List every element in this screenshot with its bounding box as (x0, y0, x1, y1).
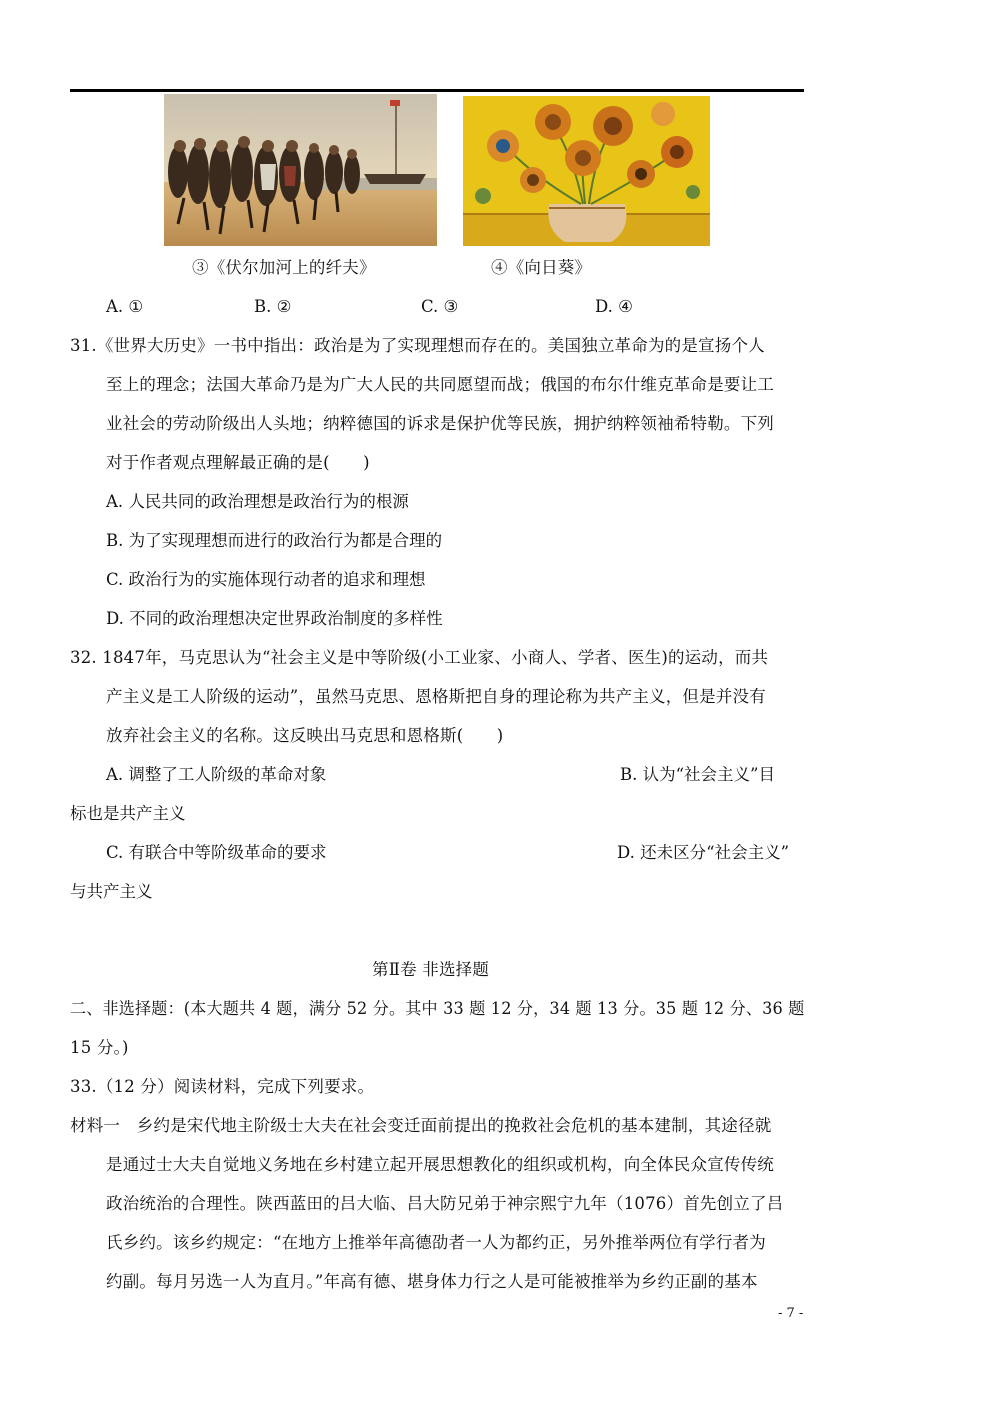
page-number: - 7 - (778, 1306, 804, 1321)
q32-stem-line-3: 放弃社会主义的名称。这反映出马克思和恩格斯( ) (106, 726, 504, 745)
q32-option-d[interactable]: D. 还未区分“社会主义” (617, 843, 790, 862)
q33-material-line-4: 氏乡约。该乡约规定：“在地方上推举年高德劭者一人为都约正，另外推举两位有学行者为 (106, 1233, 766, 1252)
q33-material-line-5: 约副。每月另选一人为直月。”年高有德、堪身体力行之人是可能被推举为乡约正副的基本 (106, 1272, 758, 1291)
q32-option-b-continued[interactable]: 标也是共产主义 (70, 804, 186, 823)
caption-barge-haulers: ③《伏尔加河上的纤夫》 (192, 258, 376, 277)
q32-option-a[interactable]: A. 调整了工人阶级的革命对象 (106, 765, 327, 784)
q31-option-d[interactable]: D. 不同的政治理想决定世界政治制度的多样性 (106, 609, 443, 628)
section-2-instructions-line-1: 二、非选择题：(本大题共 4 题，满分 52 分。其中 33 题 12 分，34 题 13 分。35 题 12 分、36 题 (70, 999, 805, 1018)
q31-option-b[interactable]: B. 为了实现理想而进行的政治行为都是合理的 (106, 531, 443, 550)
q33-material-line-1: 材料一 乡约是宋代地主阶级士大夫在社会变迁面前提出的挽救社会危机的基本建制，其途径就 (70, 1116, 772, 1135)
q32-stem-line-1: 32. 1847年，马克思认为“社会主义是中等阶级(小工业家、小商人、学者、医生)的运动，而共 (70, 648, 769, 667)
q30-option-c[interactable]: C. ③ (421, 297, 459, 316)
q31-stem-line-2: 至上的理念；法国大革命乃是为广大人民的共同愿望而战；俄国的布尔什维克革命是要让工 (106, 375, 774, 394)
q31-option-a[interactable]: A. 人民共同的政治理想是政治行为的根源 (106, 492, 409, 511)
q33-heading: 33.（12 分）阅读材料，完成下列要求。 (70, 1077, 375, 1096)
section-2-title: 第Ⅱ卷 非选择题 (372, 960, 490, 979)
q32-option-d-continued[interactable]: 与共产主义 (70, 882, 153, 901)
q32-stem-line-2: 产主义是工人阶级的运动”，虽然马克思、恩格斯把自身的理论称为共产主义，但是并没有 (106, 687, 766, 706)
painting-sunflowers (463, 96, 710, 246)
q31-stem-line-4: 对于作者观点理解最正确的是( ) (106, 453, 370, 472)
q30-option-d[interactable]: D. ④ (595, 297, 633, 316)
painting-barge-haulers (164, 94, 437, 246)
caption-sunflowers: ④《向日葵》 (491, 258, 592, 277)
q31-stem-line-3: 业社会的劳动阶级出人头地；纳粹德国的诉求是保护优等民族，拥护纳粹领袖希特勒。下列 (106, 414, 774, 433)
q33-material-line-3: 政治统治的合理性。陕西蓝田的吕大临、吕大防兄弟于神宗熙宁九年（1076）首先创立了吕 (106, 1194, 784, 1213)
section-2-instructions-line-2: 15 分。) (70, 1038, 129, 1057)
q31-stem-line-1: 31.《世界大历史》一书中指出：政治是为了实现理想而存在的。美国独立革命为的是宣扬个人 (70, 336, 765, 355)
q31-option-c[interactable]: C. 政治行为的实施体现行动者的追求和理想 (106, 570, 426, 589)
q32-option-b[interactable]: B. 认为“社会主义”目 (620, 765, 775, 784)
q32-option-c[interactable]: C. 有联合中等阶级革命的要求 (106, 843, 327, 862)
q30-option-b[interactable]: B. ② (254, 297, 292, 316)
q30-option-a[interactable]: A. ① (106, 297, 144, 316)
q33-material-line-2: 是通过士大夫自觉地义务地在乡村建立起开展思想教化的组织或机构，向全体民众宣传传统 (106, 1155, 774, 1174)
header-rule (70, 89, 804, 92)
